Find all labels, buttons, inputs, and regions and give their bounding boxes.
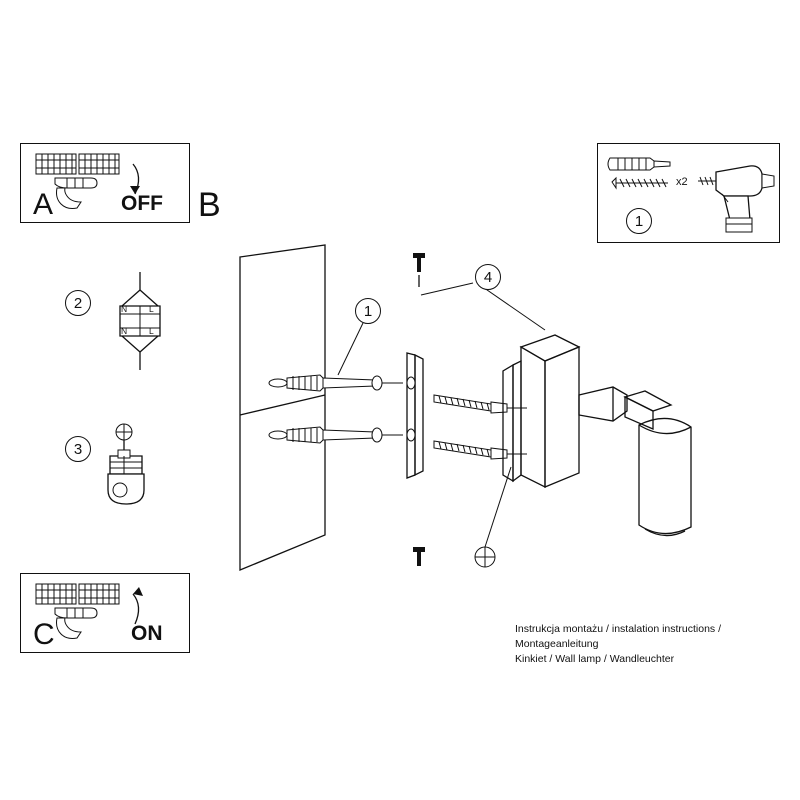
svg-text:N: N	[121, 326, 128, 336]
mounting-bracket	[407, 353, 423, 478]
step-3-illustration	[98, 422, 190, 512]
callout-bracket-number: 4	[475, 264, 501, 290]
quantity-note: x2	[676, 176, 688, 188]
top-bolt	[413, 253, 425, 287]
step-2-illustration	[92, 272, 190, 372]
lamp-body	[503, 335, 579, 487]
section-b-letter: B	[198, 186, 221, 224]
panel-c	[20, 573, 190, 653]
earth-symbol-bottom	[475, 467, 511, 567]
panel-a-off-label: OFF	[121, 192, 163, 215]
leader-1	[338, 323, 363, 375]
spot-head	[579, 387, 691, 536]
panel-drill-number: 1	[626, 208, 652, 234]
svg-text:N: N	[121, 304, 128, 314]
panel-a	[20, 143, 190, 223]
leader-4	[421, 283, 545, 330]
step-2-number: 2	[65, 290, 91, 316]
bottom-bolt	[413, 547, 425, 566]
panel-c-on-label: ON	[131, 622, 163, 645]
footer-block	[515, 622, 790, 668]
step-2-group	[60, 272, 190, 372]
panel-a-letter: A	[33, 188, 54, 221]
step-3-group	[60, 422, 190, 512]
dowel-screw-upper	[269, 375, 403, 391]
panel-drill-illustration	[598, 144, 781, 244]
dowel-screw-lower	[269, 427, 403, 443]
assembly-illustration	[215, 235, 775, 595]
footer-line-2: Kinkiet / Wall lamp / Wandleuchter	[515, 653, 675, 666]
wall-panel	[240, 245, 325, 570]
panel-drill	[597, 143, 780, 243]
svg-text:L: L	[149, 326, 154, 336]
step-3-number: 3	[65, 436, 91, 462]
footer-line-1: Instrukcja montażu / instalation instructions / Montageanleitung	[515, 623, 722, 651]
callout-screw-number: 1	[355, 298, 381, 324]
panel-c-letter: C	[33, 618, 55, 651]
svg-text:L: L	[149, 304, 154, 314]
